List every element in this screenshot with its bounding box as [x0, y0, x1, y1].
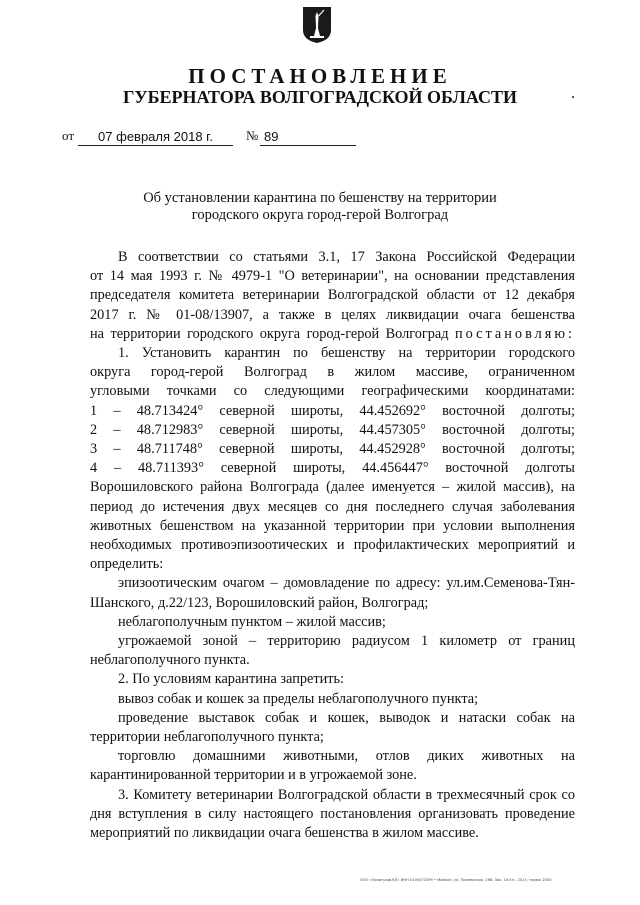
coord-word: широты,	[290, 441, 344, 458]
document-subject	[100, 190, 540, 224]
resolve-word: постановляю:	[455, 325, 575, 342]
coord-dash: –	[113, 402, 121, 419]
coord-word: долготы	[525, 460, 575, 477]
latitude: 48.712983°	[136, 421, 204, 438]
document-title: ПОСТАНОВЛЕНИЕ	[188, 64, 452, 88]
coord-word: долготы;	[521, 441, 575, 458]
coord-word: долготы;	[521, 402, 575, 419]
coordinate-row	[90, 459, 575, 478]
date-number-line	[62, 124, 462, 146]
coord-dash: –	[113, 460, 122, 477]
coord-word: восточной	[442, 402, 506, 419]
epizootic-focus-definition: эпизоотическим очагом – домовладение по адресу: ул.им.Семенова-Тян-Шанского, д.22/123, Ворошиловский район, Волгоград;	[90, 575, 575, 611]
coordinate-row	[90, 402, 575, 421]
longitude: 44.456447°	[362, 460, 429, 477]
item3-text: 3. Комитету ветеринарии Волгоградской области в трехмесячный срок со дня вступления в силу настоящего постановления организовать проведение мероприятий по ликвидации очага бешенства в жилом массиве.	[90, 786, 575, 842]
coordinate-row	[90, 421, 575, 440]
ban-item: вывоз собак и кошек за пределы неблагополучного пункта;	[118, 690, 479, 707]
intro-line: В соответствии со статьями 3.1, 17 Закона Российской Федерации	[118, 249, 575, 265]
item1-line: округа город-герой Волгоград в жилом массиве, ограниченном	[90, 364, 575, 381]
coord-index: 1	[90, 402, 98, 419]
intro-line: от 14 мая 1993 г. № 4979-1 "О ветеринарии", на основании представления	[90, 268, 575, 285]
item1-line: угловыми точками со следующими географическими координатами:	[90, 383, 575, 400]
coord-dash: –	[113, 441, 121, 458]
subject-line: городского округа город-герой Волгоград	[191, 207, 449, 223]
coord-word: широты,	[291, 421, 344, 438]
coord-word: восточной	[442, 421, 506, 438]
longitude: 44.457305°	[359, 421, 426, 438]
intro-last-text: на территории городского округа город-герой Волгоград	[90, 325, 449, 342]
coord-word: северной	[219, 441, 275, 458]
unfavorable-point-definition: неблагополучным пунктом – жилой массив;	[118, 613, 386, 630]
coord-word: широты,	[293, 460, 346, 477]
printer-imprint: ООО «Полиграф-КП» ИНН 0105072399 • Майкоп, ул. Пионерская, 268. Зак. 10«О», 2015, тираж 2000	[360, 878, 552, 882]
intro-line	[90, 325, 575, 344]
item1-continuation: Ворошиловского района Волгограда (далее именуется – жилой массив), на период до истечения двух месяцев со дня последнего случая заболевания животных бешенством на указанной территории при условии выполнения необходимых противоэпизоотических и профилактических мероприятий и определить:	[90, 479, 575, 573]
coord-word: северной	[219, 402, 275, 419]
coat-of-arms-icon	[302, 6, 332, 44]
subject-line: Об установлении карантина по бешенству на территории	[143, 190, 497, 206]
coordinate-row	[90, 440, 575, 459]
coord-word: долготы;	[521, 421, 575, 438]
threat-zone-definition: угрожаемой зоной – территорию радиусом 1 километр от границ неблагополучного пункта.	[90, 633, 575, 669]
ban-item: торговлю домашними животными, отлов диких животных на карантинированной территории и в угрожаемой зоне.	[90, 748, 575, 784]
scan-speck	[572, 96, 574, 98]
number-label: №	[246, 128, 259, 143]
coord-index: 4	[90, 460, 98, 477]
latitude: 48.711393°	[137, 460, 204, 477]
intro-line: председателя комитета ветеринарии Волгоградской области от 12 декабря	[90, 287, 575, 304]
coord-index: 3	[90, 441, 98, 458]
document-subtitle: ГУБЕРНАТОРА ВОЛГОГРАДСКОЙ ОБЛАСТИ	[122, 87, 518, 107]
intro-line: 2017 г. № 01-08/13907, а также в целях ликвидации очага бешенства	[90, 306, 575, 323]
coord-index: 2	[90, 421, 98, 438]
date-field: 07 февраля 2018 г.	[78, 129, 233, 146]
latitude: 48.713424°	[136, 402, 204, 419]
coord-word: восточной	[445, 460, 509, 477]
longitude: 44.452692°	[359, 402, 426, 419]
number-field: 89	[260, 129, 356, 146]
date-label: от	[62, 128, 75, 143]
ban-item: проведение выставок собак и кошек, выводок и натаски собак на территории неблагополучного пункта;	[90, 709, 575, 746]
coord-word: северной	[220, 460, 277, 477]
item2-heading: 2. По условиям карантина запретить:	[118, 671, 344, 688]
coord-dash: –	[113, 421, 121, 438]
coord-word: северной	[219, 421, 275, 438]
document-body	[90, 248, 575, 843]
coord-word: восточной	[442, 441, 506, 458]
coord-word: широты,	[291, 402, 344, 419]
longitude: 44.452928°	[359, 441, 426, 458]
item1-line: 1. Установить карантин по бешенству на территории городского	[118, 345, 575, 362]
latitude: 48.711748°	[136, 441, 203, 458]
